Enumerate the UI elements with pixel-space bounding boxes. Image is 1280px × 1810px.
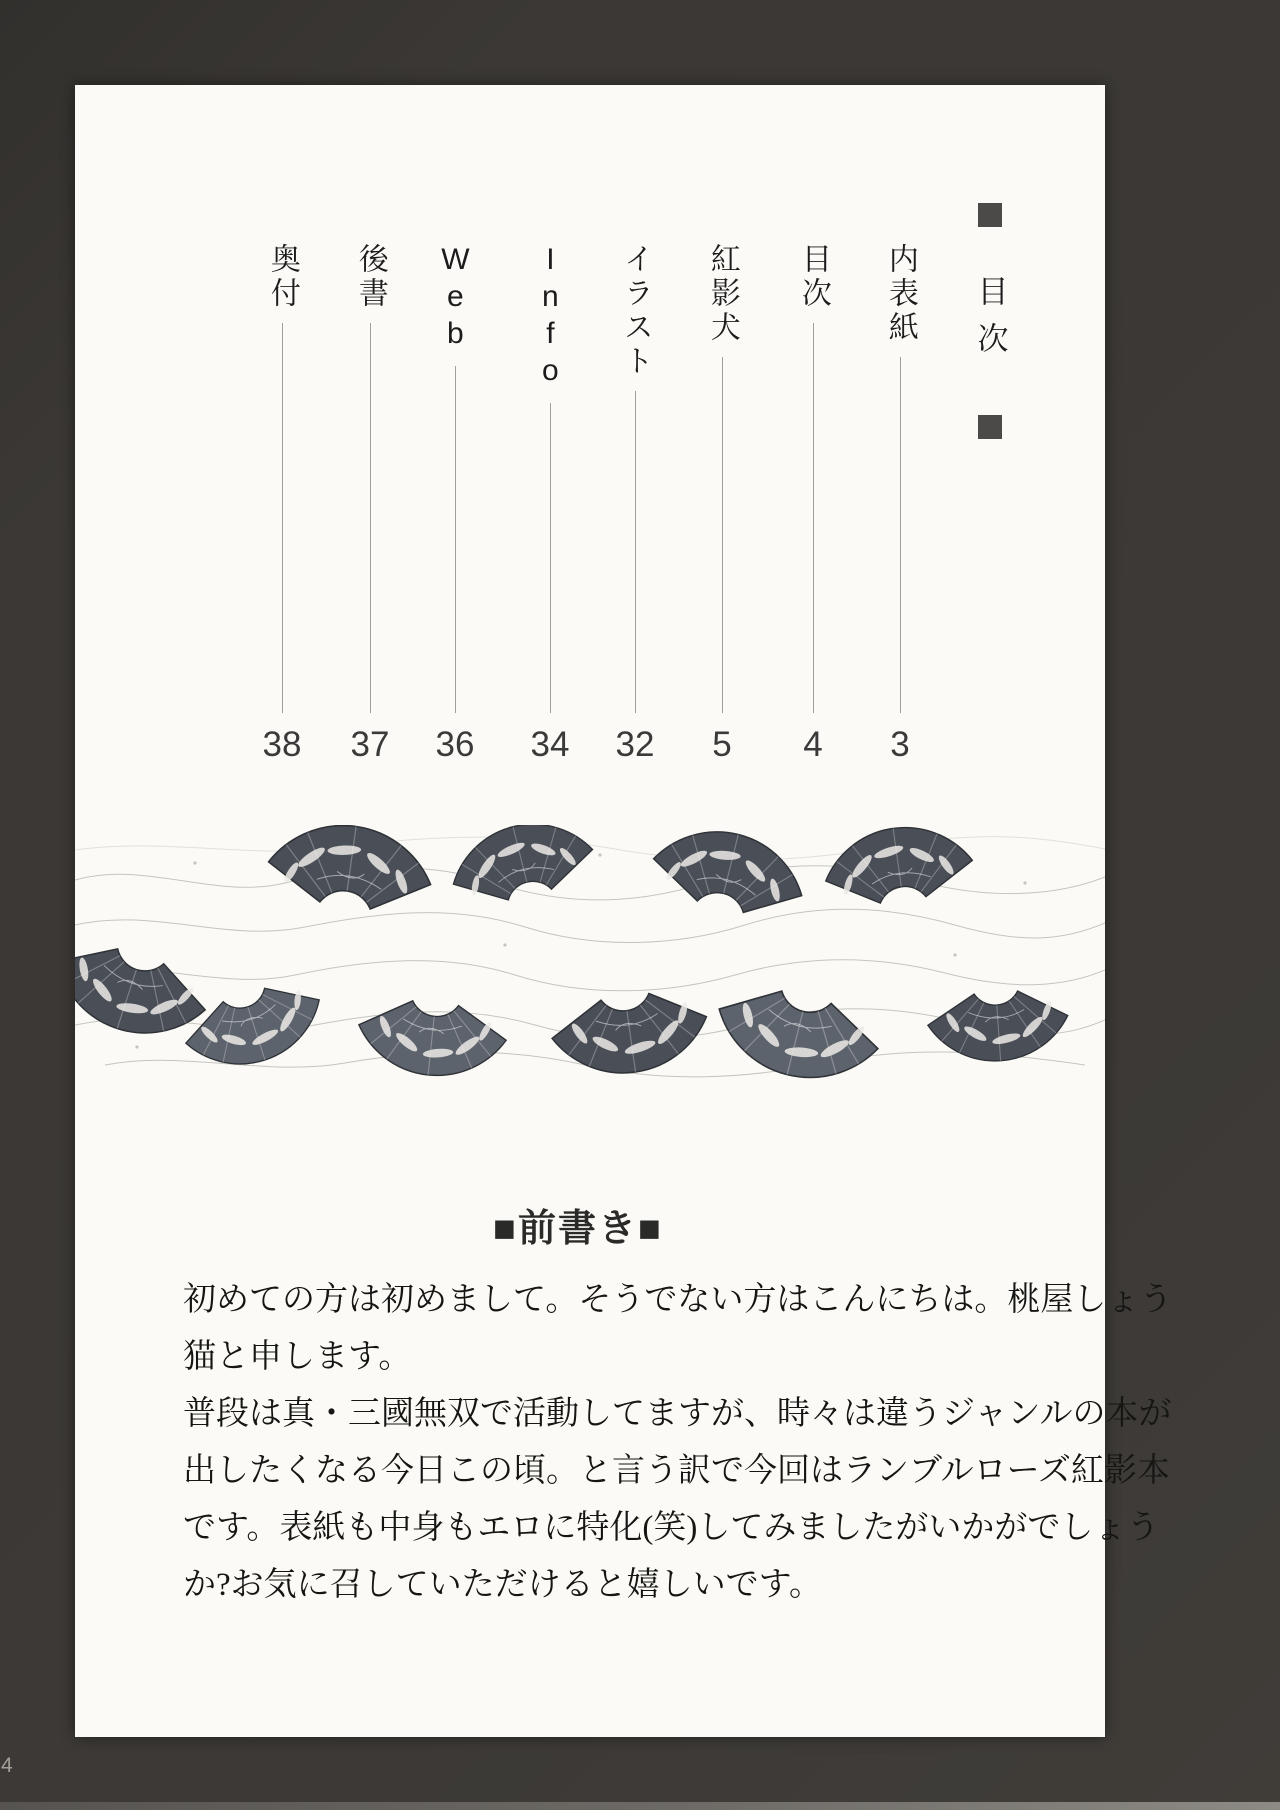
preface-section bbox=[183, 1197, 1173, 1614]
toc-entry-page: 4 bbox=[803, 725, 823, 764]
preface-body bbox=[183, 1272, 1173, 1614]
header-square-icon bbox=[978, 203, 1002, 227]
toc-header-title: 目次 bbox=[972, 275, 1008, 369]
paper-page bbox=[75, 85, 1173, 1737]
leader-line bbox=[813, 323, 814, 713]
toc-entry bbox=[791, 243, 835, 767]
toc-entry-page: 36 bbox=[435, 725, 475, 764]
toc-entry-label: Web bbox=[438, 243, 472, 354]
toc-entry bbox=[528, 243, 572, 767]
preface-line: 普段は真・三國無双で活動してますが、時々は違うジャンルの本が bbox=[183, 1396, 1172, 1432]
leader-line bbox=[455, 366, 456, 713]
preface-line: か?お気に召していただけると嬉しいです。 bbox=[183, 1567, 823, 1603]
scan-corner-page-number: 4 bbox=[1, 1754, 13, 1777]
leader-line bbox=[900, 357, 901, 713]
toc-entry bbox=[613, 243, 657, 767]
toc-entry-label: 後書 bbox=[353, 243, 387, 311]
leader-line bbox=[370, 323, 371, 713]
fan-pattern-band bbox=[75, 825, 1105, 1095]
preface-line: です。表紙も中身もエロに特化(笑)してみましたがいかがでしょう bbox=[183, 1510, 1160, 1546]
leader-line bbox=[722, 357, 723, 713]
toc-entry bbox=[433, 243, 477, 767]
toc-entry-label: 奥付 bbox=[265, 243, 299, 311]
toc-entry-page: 38 bbox=[262, 725, 302, 764]
toc-entry-label: イラスト bbox=[618, 243, 652, 379]
preface-line: 初めての方は初めまして。そうでない方はこんにちは。桃屋しょう bbox=[183, 1282, 1173, 1318]
preface-title: ■前書き■ bbox=[493, 1208, 663, 1250]
toc-entry bbox=[260, 243, 304, 767]
toc-entry-page: 3 bbox=[890, 725, 910, 764]
toc-entry-label: 内表紙 bbox=[883, 243, 917, 345]
preface-line: 出したくなる今日この頃。と言う訳で今回はランブルローズ紅影本 bbox=[183, 1453, 1171, 1489]
toc-entry-label: 目次 bbox=[796, 243, 830, 311]
toc-entry-page: 37 bbox=[350, 725, 390, 764]
toc-entry-label: Info bbox=[533, 243, 567, 391]
scan-edge-strip bbox=[0, 1802, 1280, 1810]
toc-entry-page: 34 bbox=[530, 725, 570, 764]
toc-entry-page: 5 bbox=[712, 725, 732, 764]
leader-line bbox=[550, 403, 551, 713]
toc-entry-page: 32 bbox=[615, 725, 655, 764]
leader-line bbox=[282, 323, 283, 713]
toc-entry bbox=[348, 243, 392, 767]
preface-line: 猫と申します。 bbox=[183, 1339, 412, 1375]
toc-entry bbox=[878, 243, 922, 767]
leader-line bbox=[635, 391, 636, 713]
toc-entry-label: 紅影犬 bbox=[705, 243, 739, 345]
header-square-icon bbox=[978, 415, 1002, 439]
toc-header bbox=[970, 203, 1010, 553]
toc-entry bbox=[700, 243, 744, 767]
